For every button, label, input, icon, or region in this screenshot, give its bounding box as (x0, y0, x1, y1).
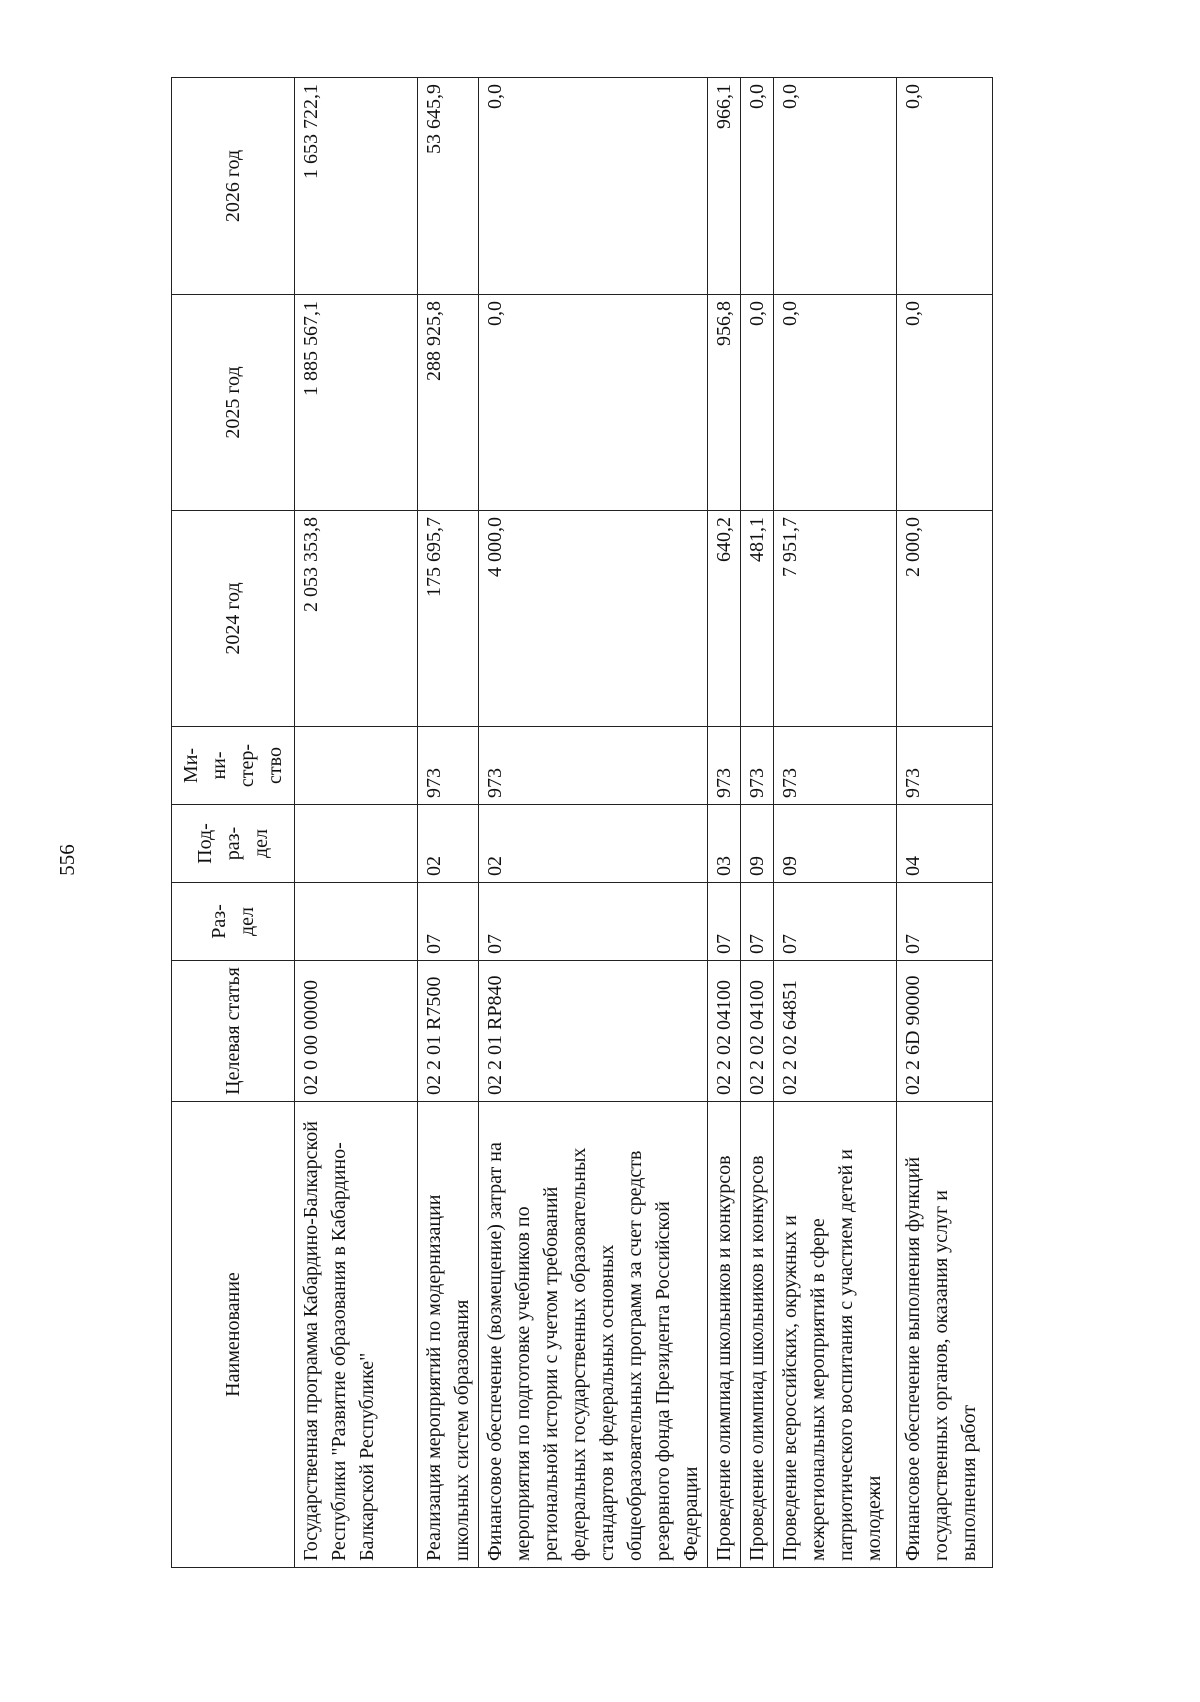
row-target-article: 02 2 01 RP840 (479, 961, 708, 1102)
row-2024: 2 053 353,8 (295, 511, 418, 727)
row-section: 07 (708, 883, 741, 961)
row-section: 07 (418, 883, 479, 961)
row-2025: 1 885 567,1 (295, 295, 418, 511)
row-2026: 1 653 722,1 (295, 78, 418, 295)
row-target-article: 02 2 6D 90000 (897, 961, 993, 1102)
header-row (172, 78, 295, 1568)
row-2026: 966,1 (708, 78, 741, 295)
header-subsection: Под- раз- дел (172, 805, 295, 883)
header-name: Наименование (172, 1102, 295, 1568)
row-2024: 481,1 (741, 511, 774, 727)
header-2024: 2024 год (172, 511, 295, 727)
row-2025: 0,0 (774, 295, 897, 511)
row-name: Проведение олимпиад школьников и конкурсов (741, 1102, 774, 1568)
row-name: Проведение олимпиад школьников и конкурсов (708, 1102, 741, 1568)
rotated-table-wrapper (171, 78, 980, 1568)
row-2025: 0,0 (479, 295, 708, 511)
row-ministry: 973 (708, 727, 741, 805)
row-name: Финансовое обеспечение выполнения функций государственных органов, оказания услуг и выполнения работ (897, 1102, 993, 1568)
row-ministry: 973 (418, 727, 479, 805)
table-row (295, 78, 418, 1568)
row-2026: 0,0 (774, 78, 897, 295)
row-section: 07 (741, 883, 774, 961)
row-target-article: 02 2 01 R7500 (418, 961, 479, 1102)
row-ministry: 973 (774, 727, 897, 805)
row-ministry (295, 727, 418, 805)
row-ministry: 973 (741, 727, 774, 805)
budget-table (171, 77, 993, 1568)
table-row (418, 78, 479, 1568)
row-2025: 0,0 (897, 295, 993, 511)
row-target-article: 02 2 02 04100 (708, 961, 741, 1102)
row-name: Государственная программа Кабардино-Балкарской Республики "Развитие образования в Кабардино-Балкарской Республике" (295, 1102, 418, 1568)
row-2024: 640,2 (708, 511, 741, 727)
header-section: Раз- дел (172, 883, 295, 961)
row-subsection: 09 (741, 805, 774, 883)
row-2025: 956,8 (708, 295, 741, 511)
header-ministry: Ми- ни- стер- ство (172, 727, 295, 805)
row-target-article: 02 0 00 00000 (295, 961, 418, 1102)
page-number: 556 (55, 844, 79, 876)
table-row (741, 78, 774, 1568)
row-2024: 2 000,0 (897, 511, 993, 727)
row-2024: 7 951,7 (774, 511, 897, 727)
row-subsection: 02 (479, 805, 708, 883)
row-2025: 0,0 (741, 295, 774, 511)
row-2026: 53 645,9 (418, 78, 479, 295)
row-2026: 0,0 (897, 78, 993, 295)
row-target-article: 02 2 02 04100 (741, 961, 774, 1102)
row-subsection: 04 (897, 805, 993, 883)
table-row (708, 78, 741, 1568)
table-row (479, 78, 708, 1568)
row-2025: 288 925,8 (418, 295, 479, 511)
row-section: 07 (774, 883, 897, 961)
row-section: 07 (897, 883, 993, 961)
row-subsection (295, 805, 418, 883)
row-section: 07 (479, 883, 708, 961)
header-2026: 2026 год (172, 78, 295, 295)
row-target-article: 02 2 02 64851 (774, 961, 897, 1102)
row-2026: 0,0 (479, 78, 708, 295)
row-name: Проведение всероссийских, окружных и межрегиональных мероприятий в сфере патриотического воспитания с участием детей и молодежи (774, 1102, 897, 1568)
row-subsection: 03 (708, 805, 741, 883)
row-2026: 0,0 (741, 78, 774, 295)
row-2024: 175 695,7 (418, 511, 479, 727)
table-row (897, 78, 993, 1568)
row-ministry: 973 (479, 727, 708, 805)
header-2025: 2025 год (172, 295, 295, 511)
row-name: Финансовое обеспечение (возмещение) затрат на мероприятия по подготовке учебников по региональной истории с учетом требований федеральных государственных образовательных стандартов и федеральных основных общеобразовательных программ за счет средств резервного фонда Президента Российской Федерации (479, 1102, 708, 1568)
row-ministry: 973 (897, 727, 993, 805)
row-name: Реализация мероприятий по модернизации школьных систем образования (418, 1102, 479, 1568)
row-2024: 4 000,0 (479, 511, 708, 727)
table-row (774, 78, 897, 1568)
row-subsection: 09 (774, 805, 897, 883)
header-target-article: Целевая статья (172, 961, 295, 1102)
row-section (295, 883, 418, 961)
row-subsection: 02 (418, 805, 479, 883)
